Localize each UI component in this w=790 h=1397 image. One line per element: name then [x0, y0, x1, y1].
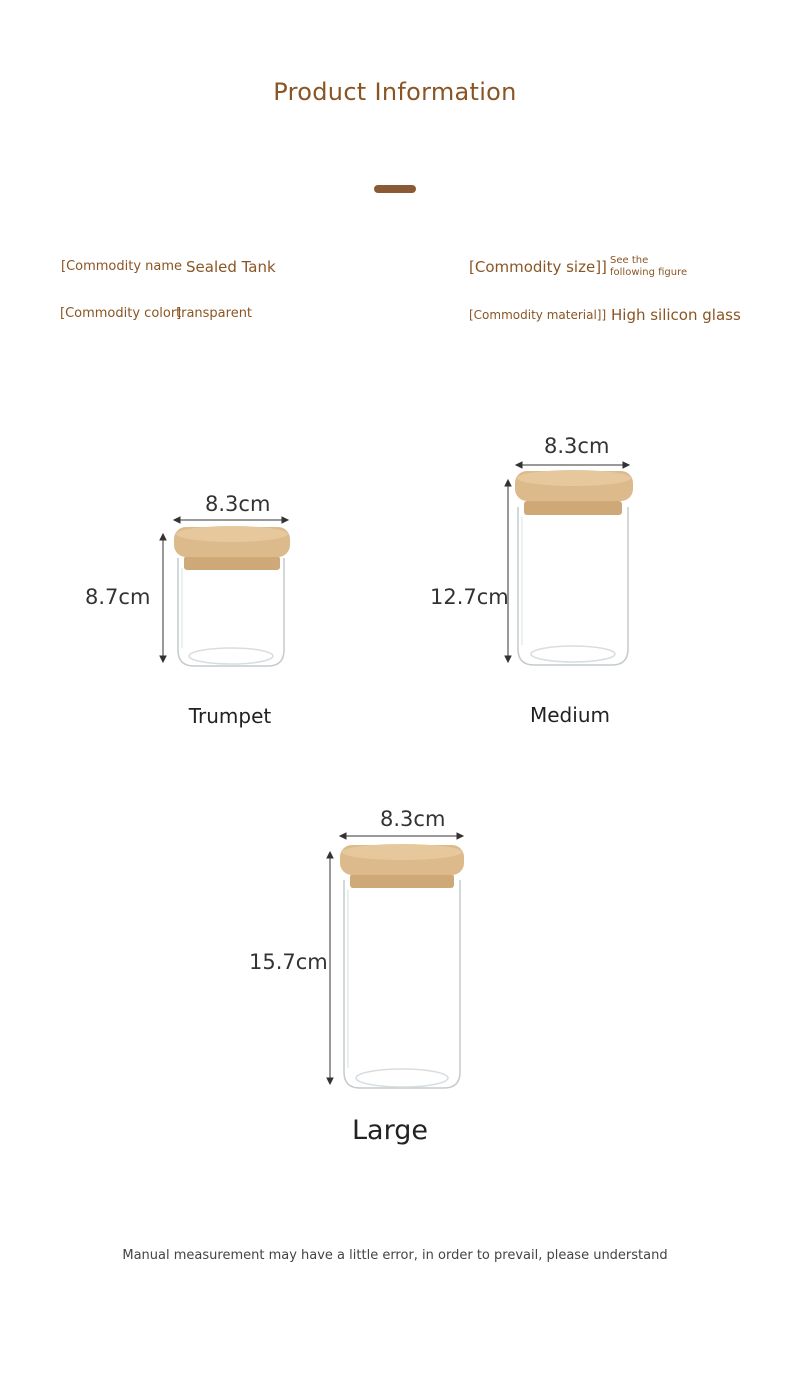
title-divider [374, 185, 416, 193]
trumpet-jar-illustration [150, 510, 310, 680]
medium-jar-illustration [500, 455, 645, 675]
medium-bamboo-lid [515, 470, 633, 515]
measurement-note: Manual measurement may have a little error, in order to prevail, please understand [122, 1248, 668, 1263]
medium-height-arrow [505, 480, 511, 662]
trumpet-height-arrow [160, 534, 166, 662]
medium-width-arrow [516, 462, 629, 468]
trumpet-glass-body [178, 558, 284, 666]
large-width-label: 8.3cm [380, 807, 446, 831]
large-jar-illustration [322, 826, 472, 1096]
large-glass-body [344, 880, 460, 1088]
large-height-arrow [327, 852, 333, 1084]
commodity-size-value-line2: following figure [610, 267, 688, 278]
medium-glass-body [518, 507, 628, 665]
commodity-material-label: [Commodity material]] [469, 308, 607, 322]
commodity-size-value [610, 255, 687, 279]
medium-width-label: 8.3cm [544, 434, 610, 458]
trumpet-height-label: 8.7cm [85, 585, 151, 609]
commodity-color-value: transparent [176, 306, 253, 321]
size-name-trumpet: Trumpet [188, 704, 272, 728]
commodity-size-value-line1: See the [610, 255, 649, 266]
trumpet-width-label: 8.3cm [205, 492, 271, 516]
medium-height-label: 12.7cm [430, 585, 509, 609]
commodity-color-label: [Commodity color] [60, 306, 182, 321]
large-bamboo-lid [340, 844, 464, 888]
size-name-large: Large [352, 1115, 428, 1146]
commodity-size-label: [Commodity size]] [469, 258, 607, 276]
commodity-name-value: Sealed Tank [186, 258, 276, 276]
trumpet-bamboo-lid [174, 526, 290, 570]
large-height-label: 15.7cm [249, 950, 328, 974]
size-name-medium: Medium [530, 703, 610, 727]
page-title: Product Information [273, 78, 517, 106]
commodity-name-label: [Commodity name [61, 259, 183, 274]
commodity-material-value: High silicon glass [611, 306, 741, 324]
large-width-arrow [340, 833, 463, 839]
trumpet-width-arrow [174, 517, 288, 523]
